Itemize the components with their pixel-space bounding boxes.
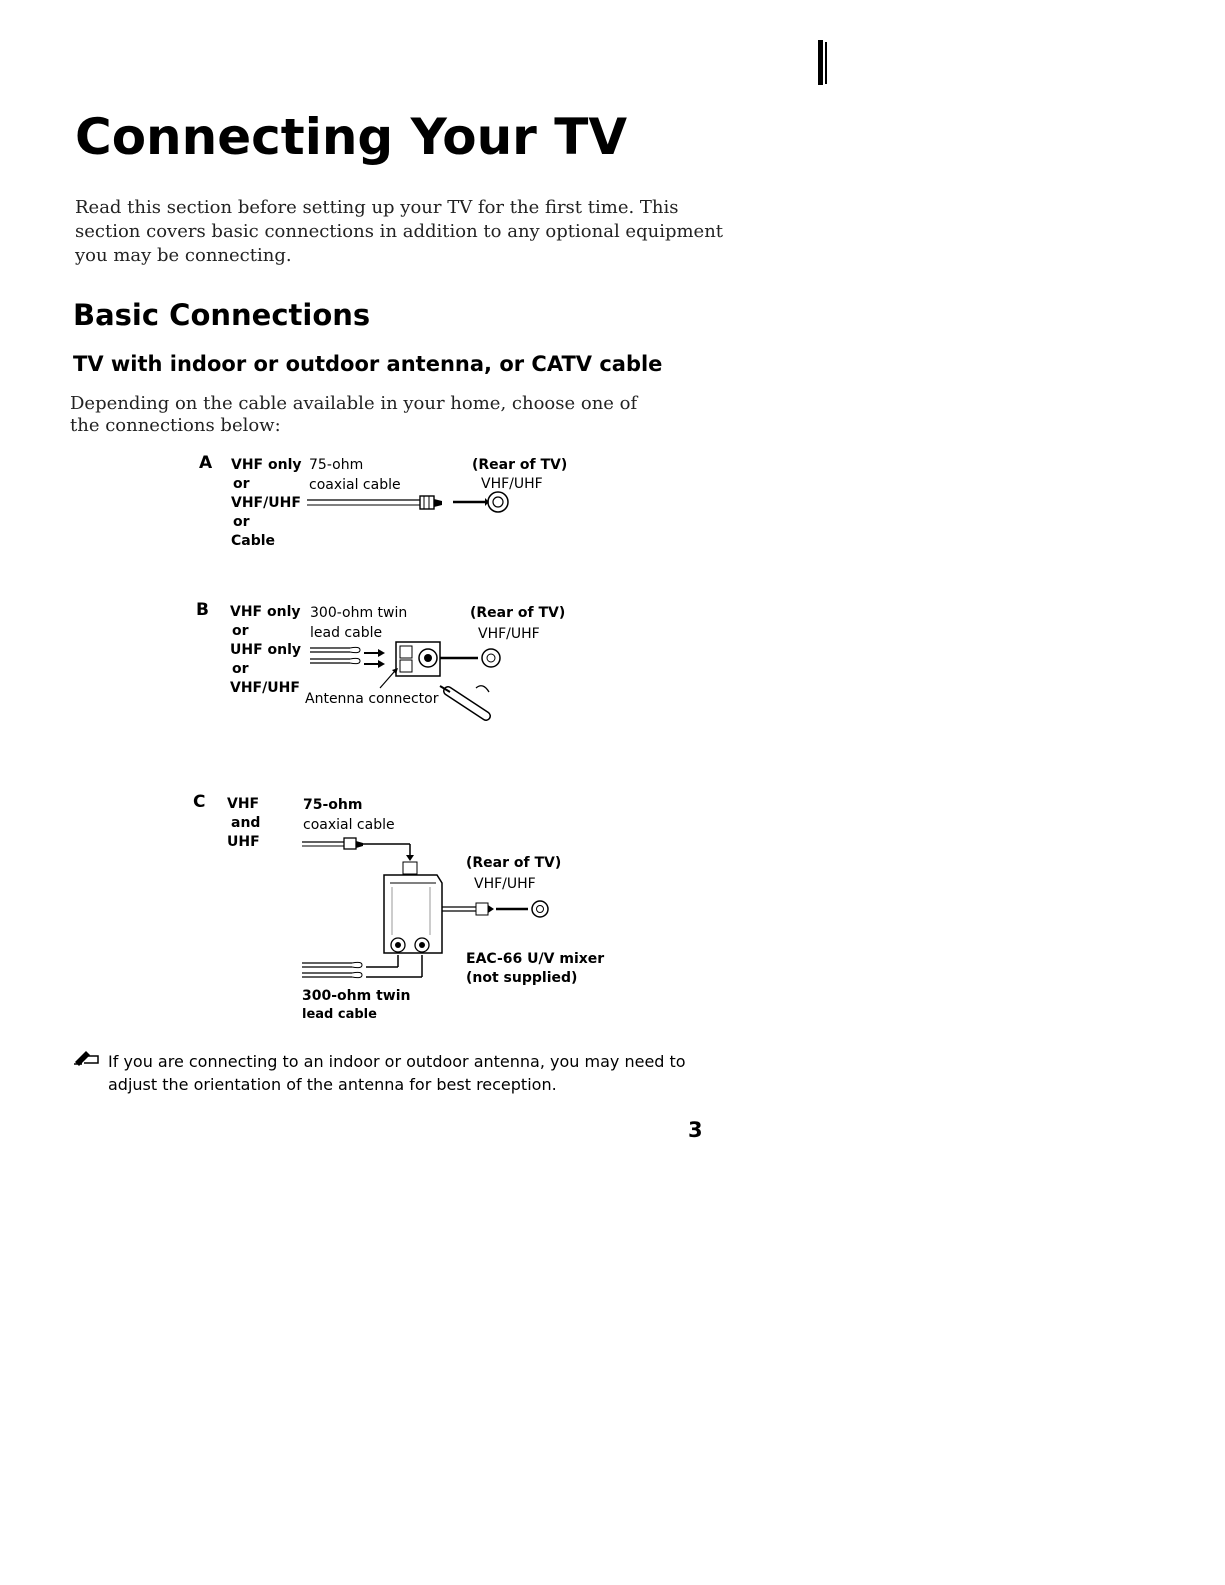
page-title: Connecting Your TV [75, 108, 628, 166]
diagram-c-source-1: VHF [227, 796, 260, 812]
diagram-c-rear-line1: (Rear of TV) [466, 855, 562, 871]
diagram-c-twin-line1: 300-ohm twin [302, 988, 411, 1004]
diagram-a-source-3: VHF/UHF [231, 495, 301, 511]
diagram-c-rear-line2: VHF/UHF [474, 876, 536, 892]
diagram-c-source-2: and [231, 815, 261, 831]
registration-mark [818, 40, 823, 85]
note-text: If you are connecting to an indoor or outdoor antenna, you may need to adjust the orientation of the antenna for best reception. [108, 1052, 686, 1094]
diagram-c-letter: C [193, 792, 206, 812]
diagram-b-source-3: UHF only [230, 642, 302, 658]
diagram-c-mixer-line2: (not supplied) [466, 970, 578, 986]
diagram-b-source-1: VHF only [230, 604, 301, 620]
diagram-c-source-list [227, 795, 260, 852]
note-pencil-icon [72, 1046, 100, 1066]
diagram-c-cable-line2: coaxial cable [303, 817, 395, 833]
diagram-b-cable-drawing [308, 636, 508, 721]
diagram-a-cable-line1: 75-ohm [309, 457, 364, 473]
diagram-b-connector-label: Antenna connector [305, 691, 439, 707]
body-paragraph: Depending on the cable available in your home, choose one of the connections below: [70, 393, 638, 436]
diagram-a-source-5: Cable [231, 533, 276, 549]
subsection-heading: TV with indoor or outdoor antenna, or CATV cable [73, 352, 663, 376]
diagram-c-twin-line2: lead cable [302, 1007, 377, 1022]
diagram-a-cable-line2: coaxial cable [309, 477, 401, 493]
diagram-c-cable-line1: 75-ohm [303, 797, 363, 813]
diagram-a-source-1: VHF only [231, 457, 302, 473]
registration-mark-thin [825, 42, 827, 84]
diagram-b-rear-line1: (Rear of TV) [470, 605, 566, 621]
diagram-a-source-list [231, 456, 302, 551]
diagram-b-source-5: VHF/UHF [230, 680, 300, 696]
diagram-b-cable-line1: 300-ohm twin [310, 605, 408, 621]
diagram-c-mixer-line1: EAC-66 U/V mixer [466, 951, 605, 967]
page-number: 3 [688, 1118, 703, 1142]
diagram-a-cable-drawing [305, 490, 525, 520]
diagram-a-source-2: or [233, 476, 250, 492]
diagram-b-cable-line2: lead cable [310, 625, 383, 641]
diagram-b-source-list [230, 603, 301, 698]
intro-paragraph: Read this section before setting up your TV for the first time. This section covers basic connections in addition to any optional equipment you may be connecting. [75, 197, 724, 266]
diagram-a-source-4: or [233, 514, 250, 530]
diagram-c-mixer-drawing [300, 835, 560, 985]
diagram-a-rear-line1: (Rear of TV) [472, 457, 568, 473]
diagram-b-letter: B [196, 600, 209, 620]
diagram-b-source-4: or [232, 661, 249, 677]
diagram-a-letter: A [199, 453, 213, 473]
diagram-a-rear-line2: VHF/UHF [481, 476, 543, 492]
diagram-c-source-3: UHF [227, 834, 260, 850]
diagram-b-source-2: or [232, 623, 249, 639]
diagram-b-rear-line2: VHF/UHF [478, 626, 540, 642]
section-heading: Basic Connections [73, 298, 371, 332]
